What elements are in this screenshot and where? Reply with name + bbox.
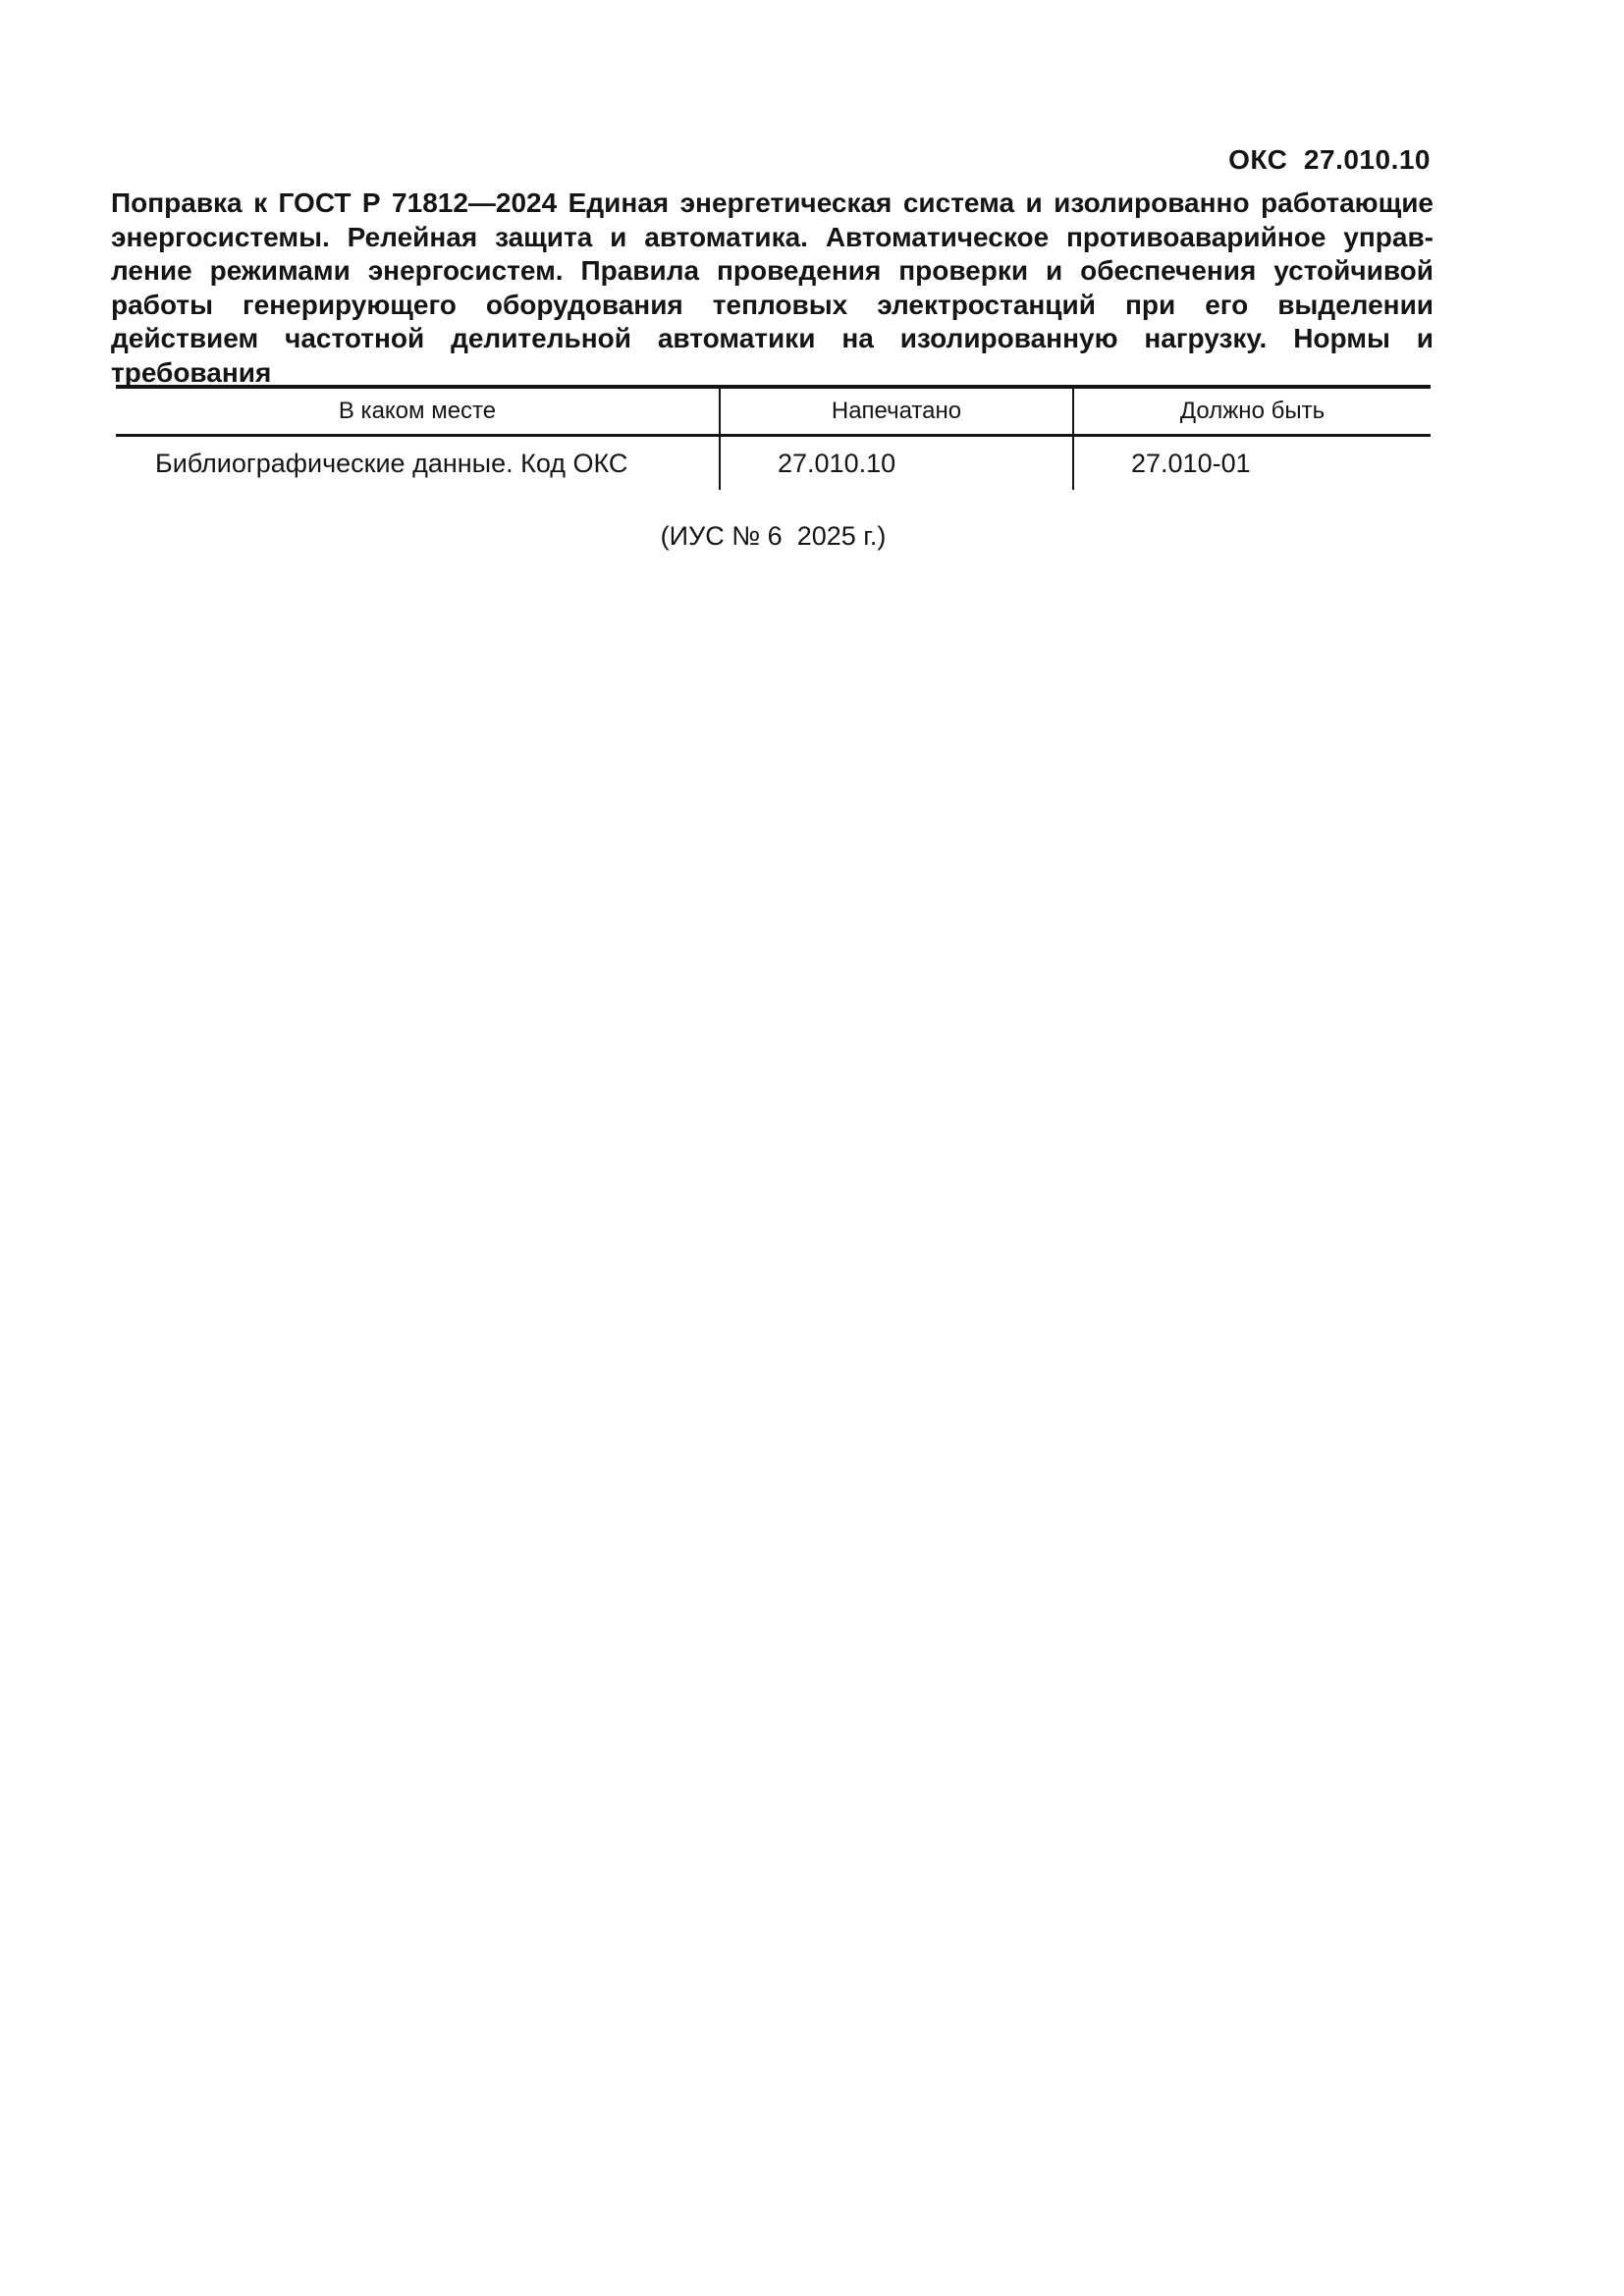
correction-table [116, 385, 1431, 490]
cell-location: Библиографические данные. Код ОКС [155, 448, 628, 478]
column-header-printed: Напечатано [720, 387, 1073, 436]
cell-corrected-value: 27.010-01 [1073, 436, 1431, 491]
ius-issue-note: (ИУС № 6 2025 г.) [660, 521, 887, 551]
column-header-location: В каком месте [116, 387, 720, 436]
table-header-row [116, 387, 1431, 436]
table-row [116, 436, 1431, 491]
column-header-should-be: Должно быть [1073, 387, 1431, 436]
amendment-title-paragraph: Поправка к ГОСТ Р 71812—2024 Единая энергетическая система и изолированно работающие энергосистемы. Релейная защита и автоматика. Автоматическое противоаварийное управление режимами энергосистем. Правила проведения проверки и обеспечения устойчивой работы генерирующего оборудования тепловых электростанций при его выделении действием частотной делительной автоматики на изолированную нагрузку. Нормы и требования [111, 187, 1434, 388]
oks-code: ОКС 27.010.10 [1228, 144, 1431, 175]
cell-printed-value: 27.010.10 [720, 436, 1073, 491]
